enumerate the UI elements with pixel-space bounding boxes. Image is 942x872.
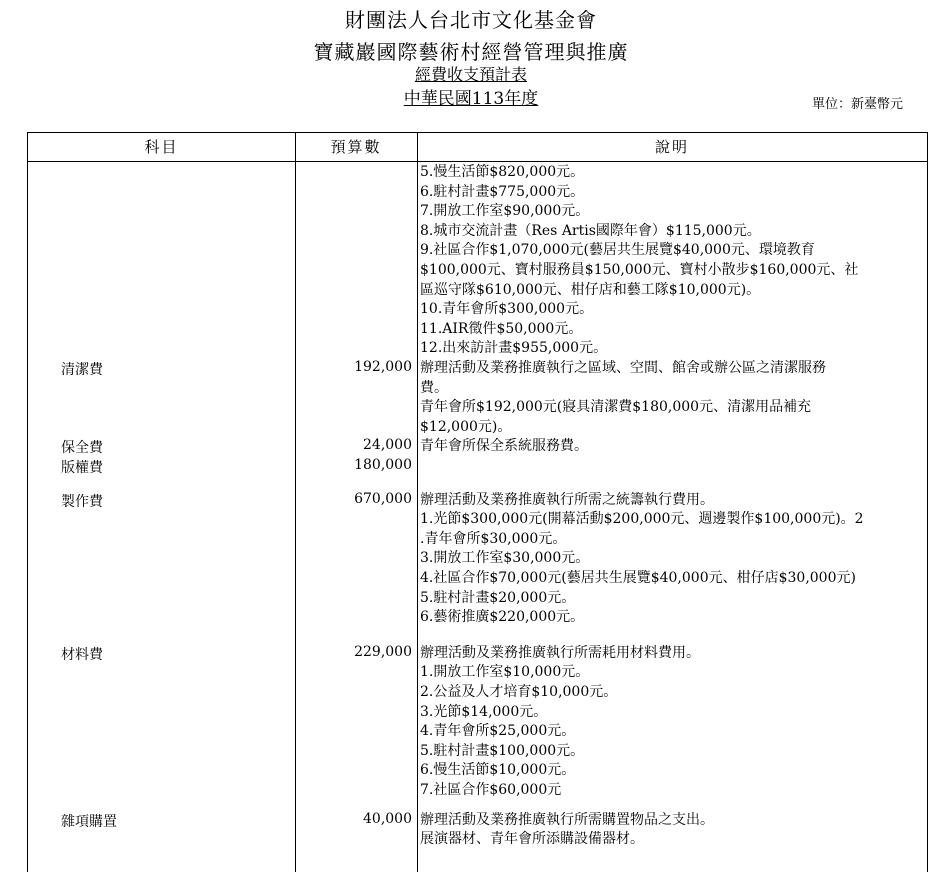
row-amount: 192,000 (354, 359, 412, 375)
header-divider (28, 161, 927, 162)
description-line: 4.社區合作$70,000元(藝居共生展覽$40,000元、柑仔店$30,000元) (420, 570, 856, 586)
description-line: 辦理活動及業務推廣執行所需購置物品之支出。 (420, 811, 714, 828)
budget-table (27, 132, 928, 872)
row-amount: 229,000 (354, 643, 412, 660)
description-line: 1.光節$300,000元(開幕活動$200,000元、週邊製作$100,000元)。2 (420, 511, 864, 528)
table-title: 經費收支預計表 (414, 65, 527, 84)
column-divider (295, 133, 296, 872)
description-line: 5.駐村計畫$20,000元。 (420, 589, 576, 606)
description-line: 10.青年會所$300,000元。 (420, 301, 594, 318)
description-line: 6.駐村計畫$775,000元。 (420, 183, 585, 200)
description-line: 11.AIR徵件$50,000元。 (420, 320, 583, 337)
row-item-label: 製作費 (61, 493, 103, 510)
row-item-label: 雜項購置 (61, 813, 117, 830)
description-line: 2.公益及人才培育$10,000元。 (420, 684, 618, 700)
description-line: 7.開放工作室$90,000元。 (420, 203, 590, 220)
currency-unit: 單位：新臺幣元 (812, 97, 904, 112)
description-line: 7.社區合作$60,000元 (420, 782, 562, 798)
description-line: 3.開放工作室$30,000元。 (420, 550, 590, 567)
description-line: 青年會所保全系統服務費。 (420, 438, 588, 455)
description-line: 6.慢生活節$10,000元。 (420, 762, 576, 779)
description-line: 3.光節$14,000元。 (420, 703, 548, 720)
row-item-label: 清潔費 (61, 362, 103, 378)
column-divider (417, 133, 418, 872)
row-amount: 24,000 (363, 437, 412, 454)
row-item-label: 材料費 (61, 646, 103, 663)
row-item-label: 保全費 (61, 440, 103, 457)
description-line: $100,000元、寶村服務員$150,000元、寶村小散步$160,000元、社 (420, 262, 859, 278)
description-line: 區巡守隊$610,000元、柑仔店和藝工隊$10,000元)。 (420, 281, 761, 298)
description-line: 6.藝術推廣$220,000元。 (420, 609, 585, 626)
description-line: 費。 (420, 379, 448, 396)
header-amount: 預算數 (330, 138, 382, 156)
description-line: 展演器材、青年會所添購設備器材。 (420, 831, 644, 848)
row-amount: 40,000 (363, 810, 412, 827)
row-amount: 180,000 (354, 457, 412, 473)
description-line: 4.青年會所$25,000元。 (420, 723, 576, 740)
description-line: 8.城市交流計畫（Res Artis國際年會）$115,000元。 (420, 222, 761, 239)
description-line: 辦理活動及業務推廣執行所需耗用材料費用。 (420, 644, 700, 661)
description-line: 1.開放工作室$10,000元。 (420, 664, 590, 681)
header-description: 說明 (654, 138, 689, 156)
fiscal-year: 中華民國113年度 (403, 89, 539, 109)
description-line: 5.慢生活節$820,000元。 (420, 164, 585, 180)
description-line: $12,000元)。 (420, 418, 512, 435)
row-amount: 670,000 (354, 490, 412, 507)
description-line: 9.社區合作$1,070,000元(藝居共生展覽$40,000元、環境教育 (420, 242, 815, 259)
header-item: 科目 (144, 138, 179, 156)
description-line: 5.駐村計畫$100,000元。 (420, 742, 585, 759)
row-item-label: 版權費 (61, 460, 103, 476)
description-line: 12.出來訪計畫$955,000元。 (420, 340, 608, 357)
description-line: .青年會所$30,000元。 (420, 530, 567, 547)
description-line: 辦理活動及業務推廣執行之區域、空間、館舍或辦公區之清潔服務 (420, 360, 826, 376)
org-title: 財團法人台北市文化基金會 (345, 8, 597, 32)
project-title: 寶藏巖國際藝術村經營管理與推廣 (313, 40, 629, 64)
description-line: 青年會所$192,000元(寢具清潔費$180,000元、清潔用品補充 (420, 399, 812, 416)
description-line: 辦理活動及業務推廣執行所需之統籌執行費用。 (420, 491, 714, 508)
